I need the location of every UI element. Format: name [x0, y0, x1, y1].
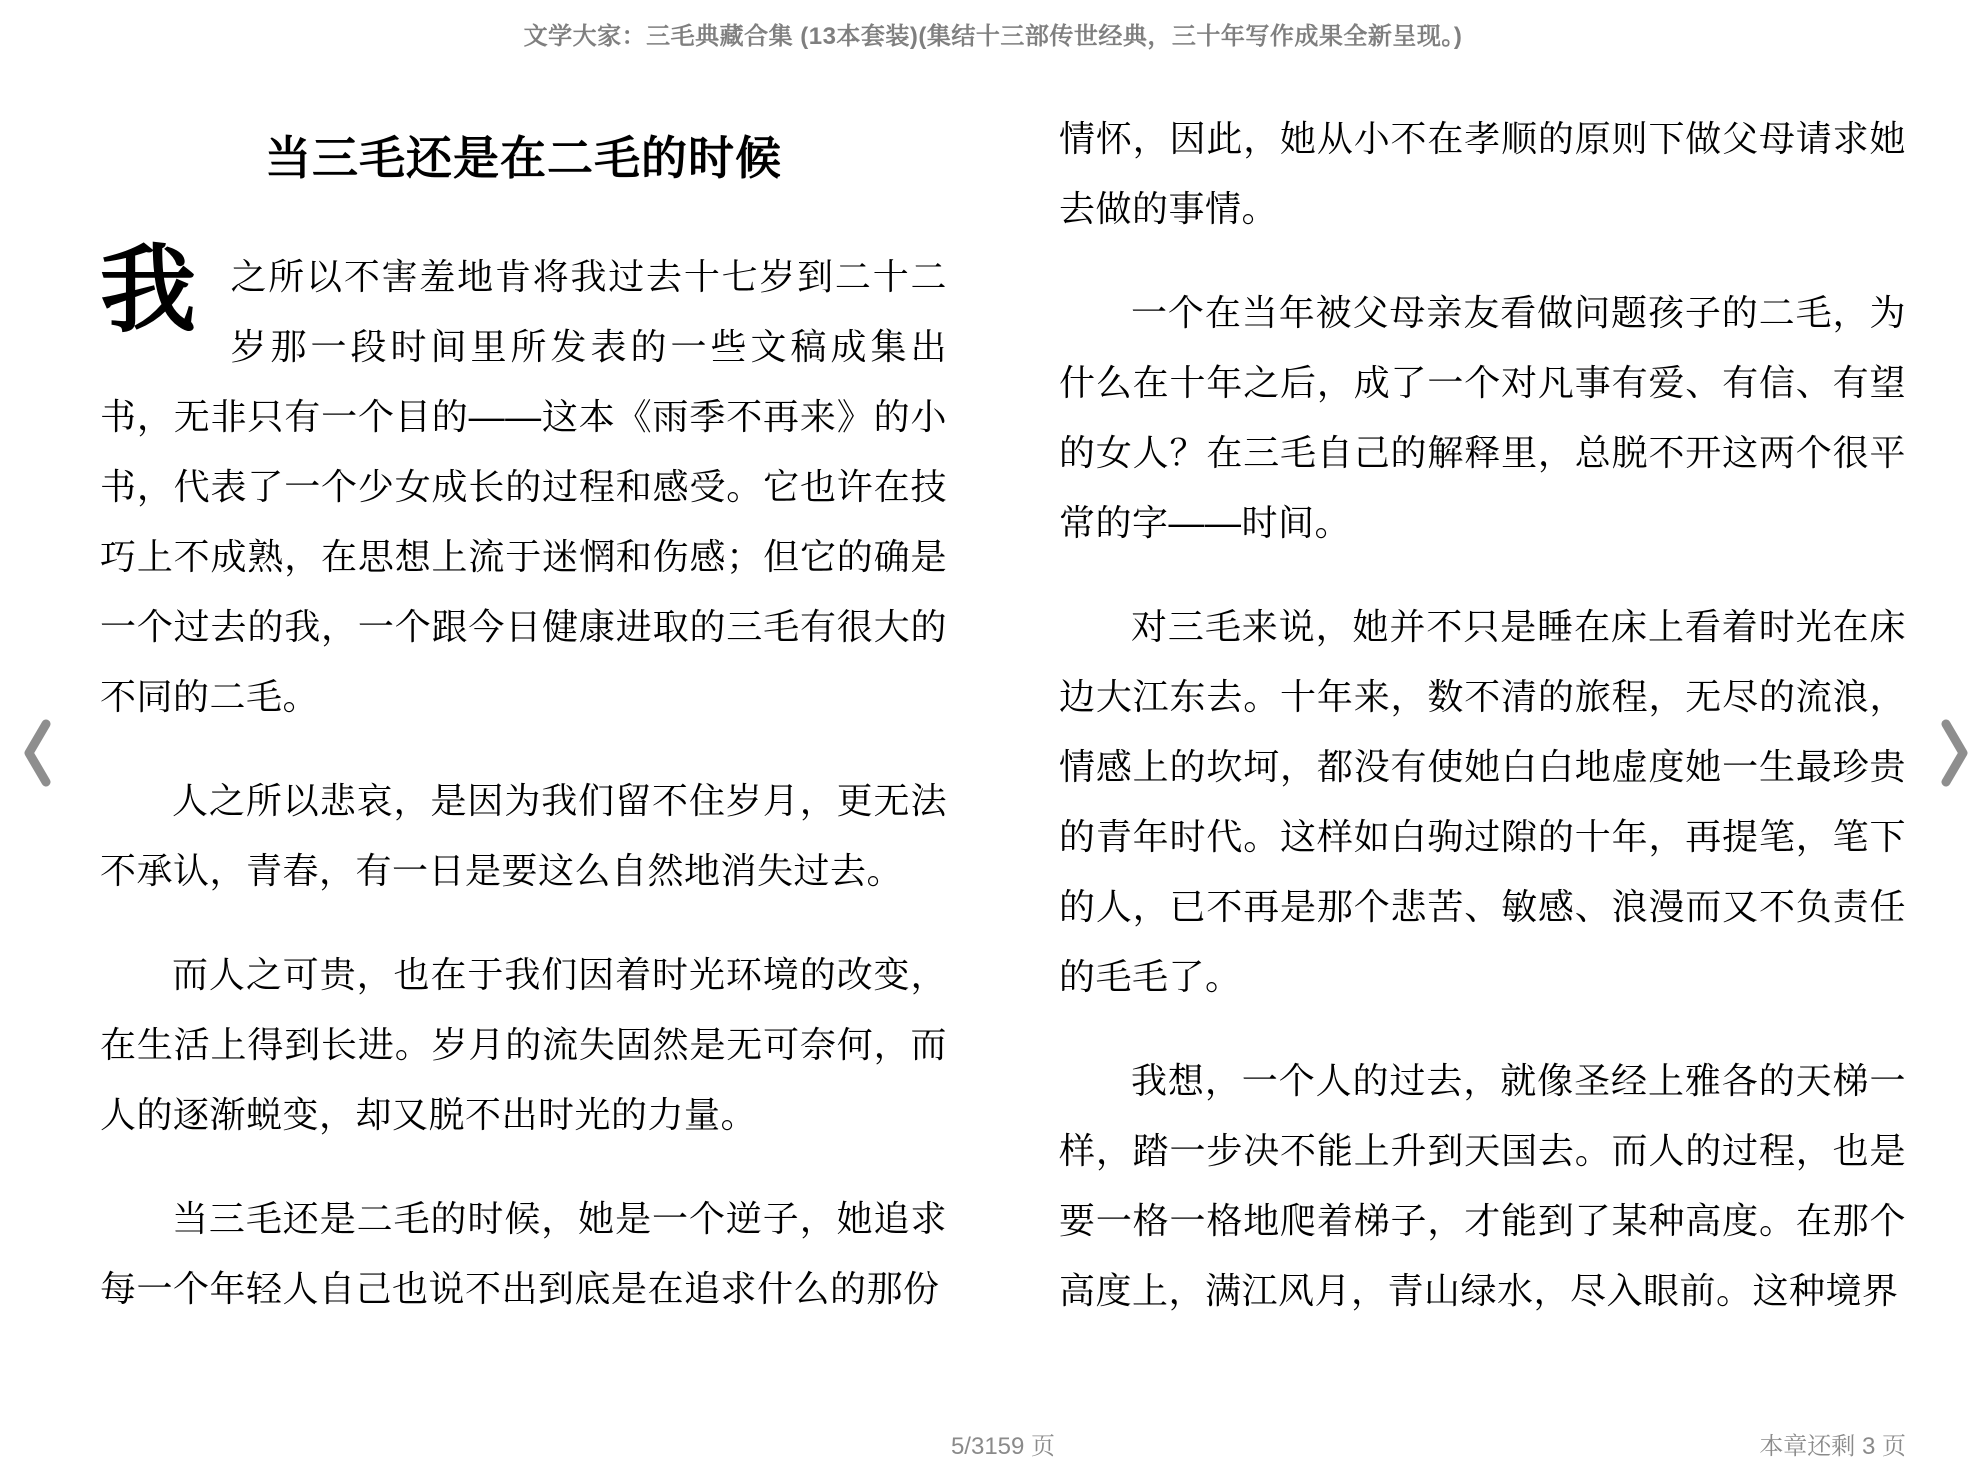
footer-bar	[100, 1426, 1906, 1466]
chevron-left-icon	[22, 716, 52, 790]
page-indicator: 5/3159 页	[950, 1433, 1056, 1460]
paragraph: 对三毛来说，她并不只是睡在床上看着时光在床边大江东去。十年来，数不清的旅程，无尽的流浪，情感上的坎坷，都没有使她白白地虚度她一生最珍贵的青年时代。这样如白驹过隙的十年，再提笔，笔下的人，已不再是那个悲苦、敏感、浪漫而又不负责任的毛毛了。	[1059, 606, 1906, 997]
paragraph-continuation: 情怀，因此，她从小不在孝顺的原则下做父母请求她去做的事情。	[1059, 118, 1906, 229]
chevron-right-icon	[1940, 716, 1970, 790]
next-page-button[interactable]	[1940, 716, 1970, 790]
header-bar	[0, 16, 1986, 51]
chapter-remaining-label: 本章还剩 3 页	[1759, 1433, 1906, 1460]
paragraph-text: 之所以不害羞地肯将我过去十七岁到二十二岁那一段时间里所发表的一些文稿成集出书，无非只有一个目的——这本《雨季不再来》的小书，代表了一个少女成长的过程和感受。它也许在技巧上不成熟，在思想上流于迷惘和伤感；但它的确是一个过去的我，一个跟今日健康进取的三毛有很大的不同的二毛。	[100, 256, 947, 717]
right-column	[1059, 104, 1906, 1422]
book-title: 文学大家：三毛典藏合集 (13本套装)(集结十三部传世经典，三十年写作成果全新呈现。)	[523, 23, 1463, 50]
chapter-title: 当三毛还是在二毛的时候	[265, 132, 782, 184]
reading-area	[100, 104, 1906, 1422]
paragraph: 当三毛还是二毛的时候，她是一个逆子，她追求每一个年轻人自己也说不出到底是在追求什么的那份	[100, 1198, 947, 1309]
paragraph: 一个在当年被父母亲友看做问题孩子的二毛，为什么在十年之后，成了一个对凡事有爱、有信、有望的女人？在三毛自己的解释里，总脱不开这两个很平常的字——时间。	[1059, 292, 1906, 543]
previous-page-button[interactable]	[22, 716, 52, 790]
left-column	[100, 104, 947, 1422]
drop-cap: 我	[100, 237, 197, 344]
paragraph: 而人之可贵，也在于我们因着时光环境的改变，在生活上得到长进。岁月的流失固然是无可奈何，而人的逐渐蜕变，却又脱不出时光的力量。	[100, 954, 947, 1135]
paragraph: 我想，一个人的过去，就像圣经上雅各的天梯一样，踏一步决不能上升到天国去。而人的过程，也是要一格一格地爬着梯子，才能到了某种高度。在那个高度上，满江风月，青山绿水，尽入眼前。这种境界	[1059, 1060, 1906, 1311]
paragraph	[100, 237, 947, 732]
paragraph: 人之所以悲哀，是因为我们留不住岁月，更无法不承认，青春，有一日是要这么自然地消失过去。	[100, 780, 947, 891]
